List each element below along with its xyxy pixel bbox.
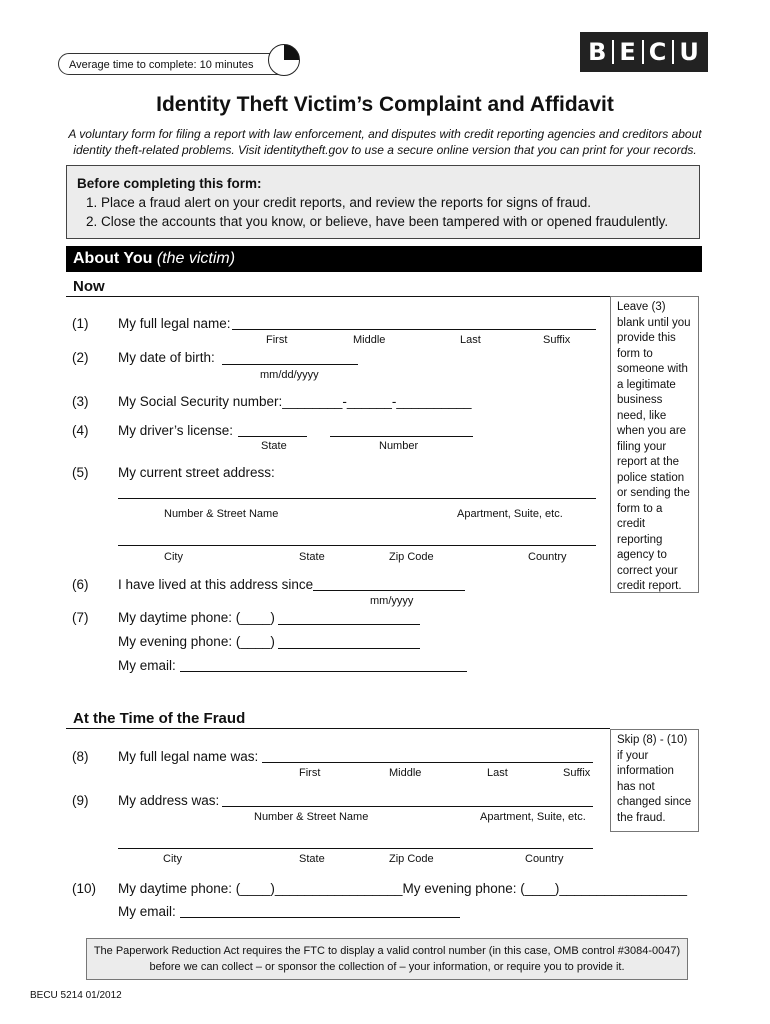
q1-number: (1) — [72, 316, 89, 331]
intro-line: identity theft-related problems. Visit identitytheft.gov to use a secure online version that you can print for your records. — [73, 143, 697, 157]
evening-phone-field[interactable] — [278, 648, 420, 649]
sub-label: Country — [528, 551, 567, 563]
sub-label: Zip Code — [389, 853, 434, 865]
phone-fields[interactable]: My daytime phone: (____)_________________My evening phone: (____)_________________ — [118, 881, 687, 896]
q8-label: My full legal name was: — [118, 749, 259, 764]
sub-label: Country — [525, 853, 564, 865]
page-title: Identity Theft Victim’s Complaint and Affidavit — [156, 93, 614, 116]
q7-number: (7) — [72, 610, 89, 625]
sub-label: Last — [460, 334, 481, 346]
clock-icon — [268, 44, 300, 76]
sub-label: Zip Code — [389, 551, 434, 563]
becu-logo — [580, 32, 708, 72]
license-number-field[interactable] — [330, 436, 473, 437]
form-id: BECU 5214 01/2012 — [30, 990, 122, 1001]
side-note-leave-blank: Leave (3) blank until you provide this form to someone with a legitimate business need, like when you are filing your report at the police station or sending the form to a credit reporting agency to correct your credit report. — [610, 296, 699, 593]
sub-label: State — [299, 853, 325, 865]
q3-number: (3) — [72, 394, 89, 409]
q4-number: (4) — [72, 423, 89, 438]
now-heading: Now — [73, 278, 105, 295]
before-completing-box — [66, 165, 700, 239]
evening-phone-label: My evening phone: (____) — [118, 634, 275, 649]
sub-label: Suffix — [543, 334, 571, 346]
q4-label: My driver’s license: — [118, 423, 234, 438]
email-field[interactable] — [180, 671, 467, 672]
lived-since-field[interactable] — [313, 590, 465, 591]
before-item: 2. Close the accounts that you know, or believe, have been tampered with or opened fraudulently. — [86, 214, 669, 229]
about-label-em: (the victim) — [156, 250, 236, 267]
sub-label: Apartment, Suite, etc. — [480, 811, 586, 823]
sub-label: First — [299, 767, 321, 779]
before-heading: Before completing this form: — [77, 176, 262, 191]
q8-number: (8) — [72, 749, 89, 764]
before-item: 1. Place a fraud alert on your credit reports, and review the reports for signs of fraud. — [86, 195, 592, 210]
pra-line: The Paperwork Reduction Act requires the FTC to display a valid control number (in this case, OMB control #3084-0047) — [93, 945, 681, 957]
sub-label: First — [266, 334, 288, 346]
sub-label: Middle — [353, 334, 386, 346]
sub-label: mm/dd/yyyy — [260, 369, 319, 381]
full-name-field[interactable] — [232, 329, 596, 330]
sub-label: Apartment, Suite, etc. — [457, 508, 563, 520]
divider — [66, 296, 610, 297]
about-you-bar — [66, 246, 702, 272]
about-label: About You — [73, 250, 153, 267]
sub-label: State — [261, 440, 287, 452]
former-city-field[interactable] — [118, 848, 593, 849]
city-state-field[interactable] — [118, 545, 596, 546]
q5-label: My current street address: — [118, 465, 275, 480]
q1-label: My full legal name: — [118, 316, 231, 331]
former-email-field[interactable] — [180, 917, 460, 918]
former-name-field[interactable] — [262, 762, 593, 763]
sub-label: Number & Street Name — [254, 811, 369, 823]
intro-text — [60, 126, 710, 158]
intro-line: A voluntary form for filing a report with law enforcement, and disputes with credit reporting agencies and creditors about — [68, 127, 702, 141]
sub-label: City — [164, 551, 183, 563]
sub-label: Middle — [389, 767, 422, 779]
q2-label: My date of birth: — [118, 350, 215, 365]
q2-number: (2) — [72, 350, 89, 365]
q5-number: (5) — [72, 465, 89, 480]
sub-label: Number & Street Name — [164, 508, 279, 520]
logo-letter: U — [679, 38, 700, 66]
sub-label: State — [299, 551, 325, 563]
q9-label: My address was: — [118, 793, 220, 808]
side-note-skip: Skip (8) - (10) if your information has not changed since the fraud. — [610, 729, 699, 832]
sub-label: Number — [379, 440, 419, 452]
sub-label: Suffix — [563, 767, 591, 779]
logo-letter: B — [588, 38, 608, 66]
street-address-field[interactable] — [118, 498, 596, 499]
q10-number: (10) — [72, 881, 97, 896]
license-state-field[interactable] — [238, 436, 307, 437]
former-address-field[interactable] — [222, 806, 593, 807]
sub-label: mm/yyyy — [370, 595, 414, 607]
pra-line: before we can collect – or sponsor the collection of – your information, or require you to provide it. — [149, 961, 625, 973]
q6-label: I have lived at this address since — [118, 577, 314, 592]
paperwork-reduction-notice — [86, 938, 688, 980]
dob-field[interactable] — [222, 364, 358, 365]
logo-letter: E — [619, 38, 637, 66]
q7-label: My daytime phone: (____) — [118, 610, 275, 625]
time-estimate: Average time to complete: 10 minutes — [58, 53, 296, 75]
email-label: My email: — [118, 904, 176, 919]
q9-number: (9) — [72, 793, 89, 808]
email-label: My email: — [118, 658, 176, 673]
divider — [66, 728, 610, 729]
fraud-heading: At the Time of the Fraud — [73, 710, 246, 727]
ssn-field[interactable]: My Social Security number:________-______-__________ — [118, 394, 472, 409]
q6-number: (6) — [72, 577, 89, 592]
sub-label: City — [163, 853, 182, 865]
daytime-phone-field[interactable] — [278, 624, 420, 625]
logo-letter: C — [648, 38, 668, 66]
sub-label: Last — [487, 767, 508, 779]
